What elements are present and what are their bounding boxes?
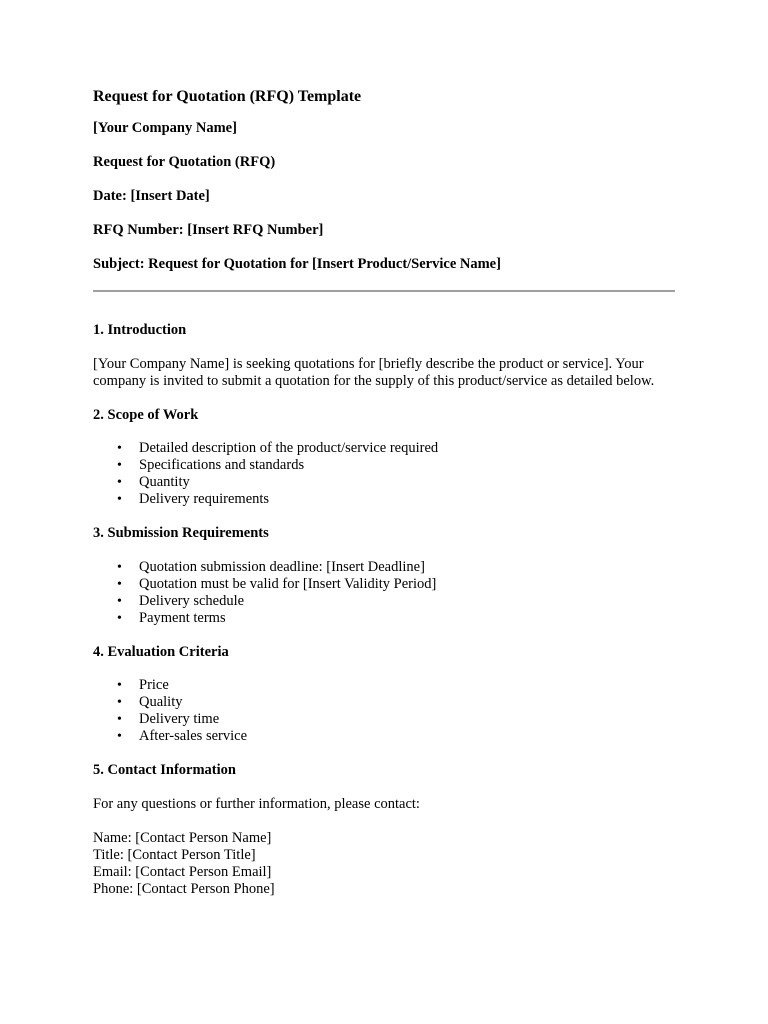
bullet-icon: • [117,458,122,473]
submission-requirements-list [93,559,675,627]
list-item-text: Payment terms [139,609,226,626]
bullet-icon: • [117,729,122,744]
contact-email-line: Email: [Contact Person Email] [93,863,272,880]
list-item [93,440,675,457]
list-item [93,491,675,508]
list-item-text: Specifications and standards [139,457,305,473]
list-item [93,728,675,745]
bullet-icon: • [117,695,122,710]
contact-name-line: Name: [Contact Person Name] [93,829,272,846]
horizontal-rule [93,290,675,292]
list-item-text: Quantity [139,474,190,490]
contact-details [93,830,675,898]
list-item [93,677,675,694]
list-item [93,474,675,491]
introduction-paragraph: [Your Company Name] is seeking quotations for [briefly describe the product or service]. Your company is invited to submit a quotation for the supply of this product/service as detailed below. [93,355,655,389]
company-name-line: [Your Company Name] [93,120,237,136]
contact-information-heading: 5. Contact Information [93,762,236,778]
subject-line: Subject: Request for Quotation for [Insert Product/Service Name] [93,256,501,272]
evaluation-criteria-list [93,677,675,745]
evaluation-criteria-heading: 4. Evaluation Criteria [93,643,229,660]
introduction-heading: 1. Introduction [93,322,187,338]
list-item-text: Delivery time [139,711,220,727]
scope-of-work-heading: 2. Scope of Work [93,406,199,423]
list-item-text: Delivery schedule [139,592,245,609]
bullet-icon: • [117,441,122,456]
list-item-text: Quality [139,694,183,710]
bullet-icon: • [117,475,122,490]
date-line: Date: [Insert Date] [93,188,210,204]
rfq-number-line: RFQ Number: [Insert RFQ Number] [93,222,324,238]
bullet-icon: • [117,576,122,592]
list-item [93,711,675,728]
list-item [93,593,675,610]
bullet-icon: • [117,712,122,727]
document-page [93,86,675,898]
list-item [93,576,675,593]
list-item-text: Quotation must be valid for [Insert Validity Period] [139,575,437,592]
bullet-icon: • [117,559,122,575]
scope-of-work-list [93,440,675,508]
contact-phone-line: Phone: [Contact Person Phone] [93,880,275,897]
contact-intro: For any questions or further information, please contact: [93,795,420,812]
list-item-text: Detailed description of the product/service required [139,440,439,456]
document-type-line: Request for Quotation (RFQ) [93,154,276,170]
list-item [93,559,675,576]
list-item-text: After-sales service [139,728,247,744]
contact-title-line: Title: [Contact Person Title] [93,846,256,863]
bullet-icon: • [117,492,122,507]
list-item [93,610,675,627]
submission-requirements-heading: 3. Submission Requirements [93,525,269,541]
list-item-text: Delivery requirements [139,491,270,507]
list-item-text: Price [139,677,169,693]
list-item [93,694,675,711]
bullet-icon: • [117,593,122,609]
document-title: Request for Quotation (RFQ) Template [93,88,362,105]
bullet-icon: • [117,678,122,693]
bullet-icon: • [117,610,122,626]
list-item-text: Quotation submission deadline: [Insert Deadline] [139,558,425,575]
list-item [93,457,675,474]
